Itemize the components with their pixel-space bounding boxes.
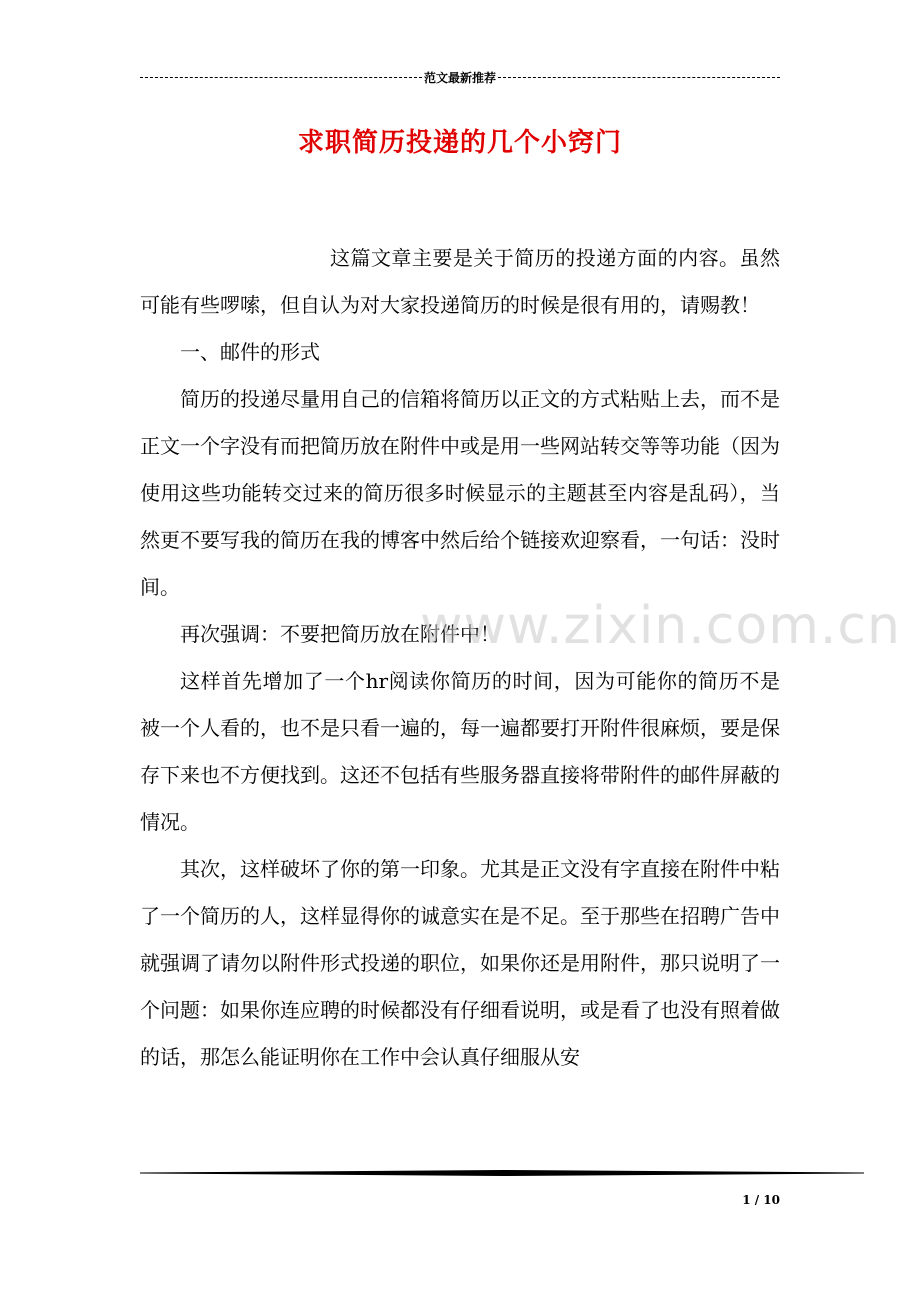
header-label: 范文最新推荐 [424, 70, 497, 85]
body-paragraph: 简历的投递尽量用自己的信箱将简历以正文的方式粘贴上去，而不是正文一个字没有而把简历放在附件中或是用一些网站转交等等功能（因为使用这些功能转交过来的简历很多时候显示的主题甚至内容是乱码），当然更不要写我的简历在我的博客中然后给个链接欢迎察看，一句话：没时间。 [140, 387, 780, 599]
header-dash-left [140, 77, 422, 78]
header-rule [140, 67, 780, 87]
body-paragraph: 再次强调：不要把简历放在附件中！ [180, 622, 500, 646]
page-number: 1 / 10 [742, 1193, 780, 1207]
watermark: www.zixin.com.cn [420, 596, 901, 656]
document-title: 求职简历投递的几个小窍门 [297, 128, 622, 158]
footer-rule [140, 1168, 864, 1178]
section-heading: 一、邮件的形式 [180, 340, 320, 364]
body-paragraph: 这样首先增加了一个hr阅读你简历的时间，因为可能你的简历不是被一个人看的，也不是只看一遍的，每一遍都要打开附件很麻烦，要是保存下来也不方便找到。这还不包括有些服务器直接将带附件的邮件屏蔽的情况。 [140, 669, 780, 834]
body-paragraph: 其次，这样破坏了你的第一印象。尤其是正文没有字直接在附件中粘了一个简历的人，这样显得你的诚意实在是不足。至于那些在招聘广告中就强调了请勿以附件形式投递的职位，如果你还是用附件，那只说明了一个问题：如果你连应聘的时候都没有仔细看说明，或是看了也没有照着做的话，那怎么能证明你在工作中会认真仔细服从安 [140, 857, 780, 1069]
intro-paragraph: 这篇文章主要是关于简历的投递方面的内容。虽然可能有些啰嗦，但自认为对大家投递简历的时候是很有用的，请赐教！ [140, 246, 780, 317]
header-dash-right [498, 77, 780, 78]
document-body [140, 235, 780, 1081]
